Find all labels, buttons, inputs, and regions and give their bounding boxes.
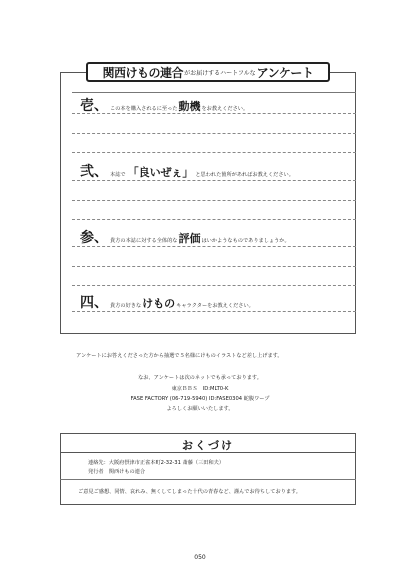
- question-2-pre: 本誌で: [110, 172, 126, 178]
- page-number: 050: [194, 554, 206, 561]
- question-4-pre: 貴方の好きな: [110, 303, 142, 309]
- answer-3-line[interactable]: [72, 266, 356, 267]
- question-4-number: 四、: [80, 295, 108, 311]
- colophon-title-rule: [60, 452, 356, 453]
- answer-2-line[interactable]: [72, 180, 356, 181]
- question-1-top-rule: [72, 92, 356, 93]
- question-3-keyword: 評価: [178, 232, 201, 245]
- answer-3-line[interactable]: [72, 285, 356, 286]
- lottery-note: アンケートにお答えくださった方から抽選で５名様にけものイラストなど差し上げます。: [76, 353, 283, 359]
- title-survey-word: アンケート: [256, 65, 314, 80]
- colophon-title: おくづけ: [182, 439, 234, 452]
- question-2-post: と思われた箇所があればお教えください。: [195, 172, 294, 178]
- closing-note: よろしくお願いいたします。: [166, 406, 234, 412]
- question-1-keyword: 動機: [178, 100, 201, 113]
- bbs-id-fase: FASE FACTORY (06-719-5940) ID:FASE0304 蛇腹ワープ: [130, 396, 270, 402]
- bbs-id-tokyo: 東京ＢＢＳ ID:MLT0-K: [171, 386, 229, 392]
- answer-1-line[interactable]: [72, 113, 356, 114]
- title-group-name: 関西けもの連合: [102, 65, 184, 80]
- question-3-pre: 貴方の本誌に対する全体的な: [110, 238, 178, 244]
- answer-4-line[interactable]: [72, 311, 356, 312]
- question-2-number: 弐、: [80, 164, 108, 180]
- colophon-contact: 連絡先：大阪府摂津市正雀本町2-32-31 斎藤（三田和夫）: [88, 460, 225, 466]
- question-3-number: 参、: [80, 230, 108, 246]
- question-3: [80, 227, 290, 247]
- colophon-publisher: 発行者 関西けもの連合: [88, 469, 146, 475]
- answer-2-line[interactable]: [72, 200, 356, 201]
- question-1-number: 壱、: [80, 98, 108, 114]
- net-note: なお、アンケートは次のネットでも承っております。: [138, 375, 262, 381]
- question-1-pre: この本を購入されるに至った: [110, 106, 178, 112]
- answer-1-line[interactable]: [72, 152, 356, 153]
- question-4: [80, 292, 254, 312]
- question-4-post: キャラクターをお教えください。: [176, 303, 254, 309]
- answer-3-line[interactable]: [72, 246, 356, 247]
- question-1-post: をお教えください。: [201, 106, 249, 112]
- answer-2-line[interactable]: [72, 219, 356, 220]
- colophon-separator: [60, 479, 356, 480]
- survey-title-banner: [86, 62, 330, 82]
- question-1: [80, 95, 248, 115]
- question-2: [80, 161, 294, 181]
- question-2-keyword: 「良いぜぇ」: [127, 166, 194, 179]
- title-subtext: がお届けするハートフルな: [184, 69, 256, 77]
- colophon-message: ご意見ご感想、同情、哀れみ、無くしてしまった十代の青春など、謹んでお待ちしております。: [78, 489, 301, 495]
- answer-1-line[interactable]: [72, 133, 356, 134]
- question-4-keyword: けもの: [142, 297, 176, 310]
- question-3-post: はいかようなものでありましょうか。: [201, 238, 290, 244]
